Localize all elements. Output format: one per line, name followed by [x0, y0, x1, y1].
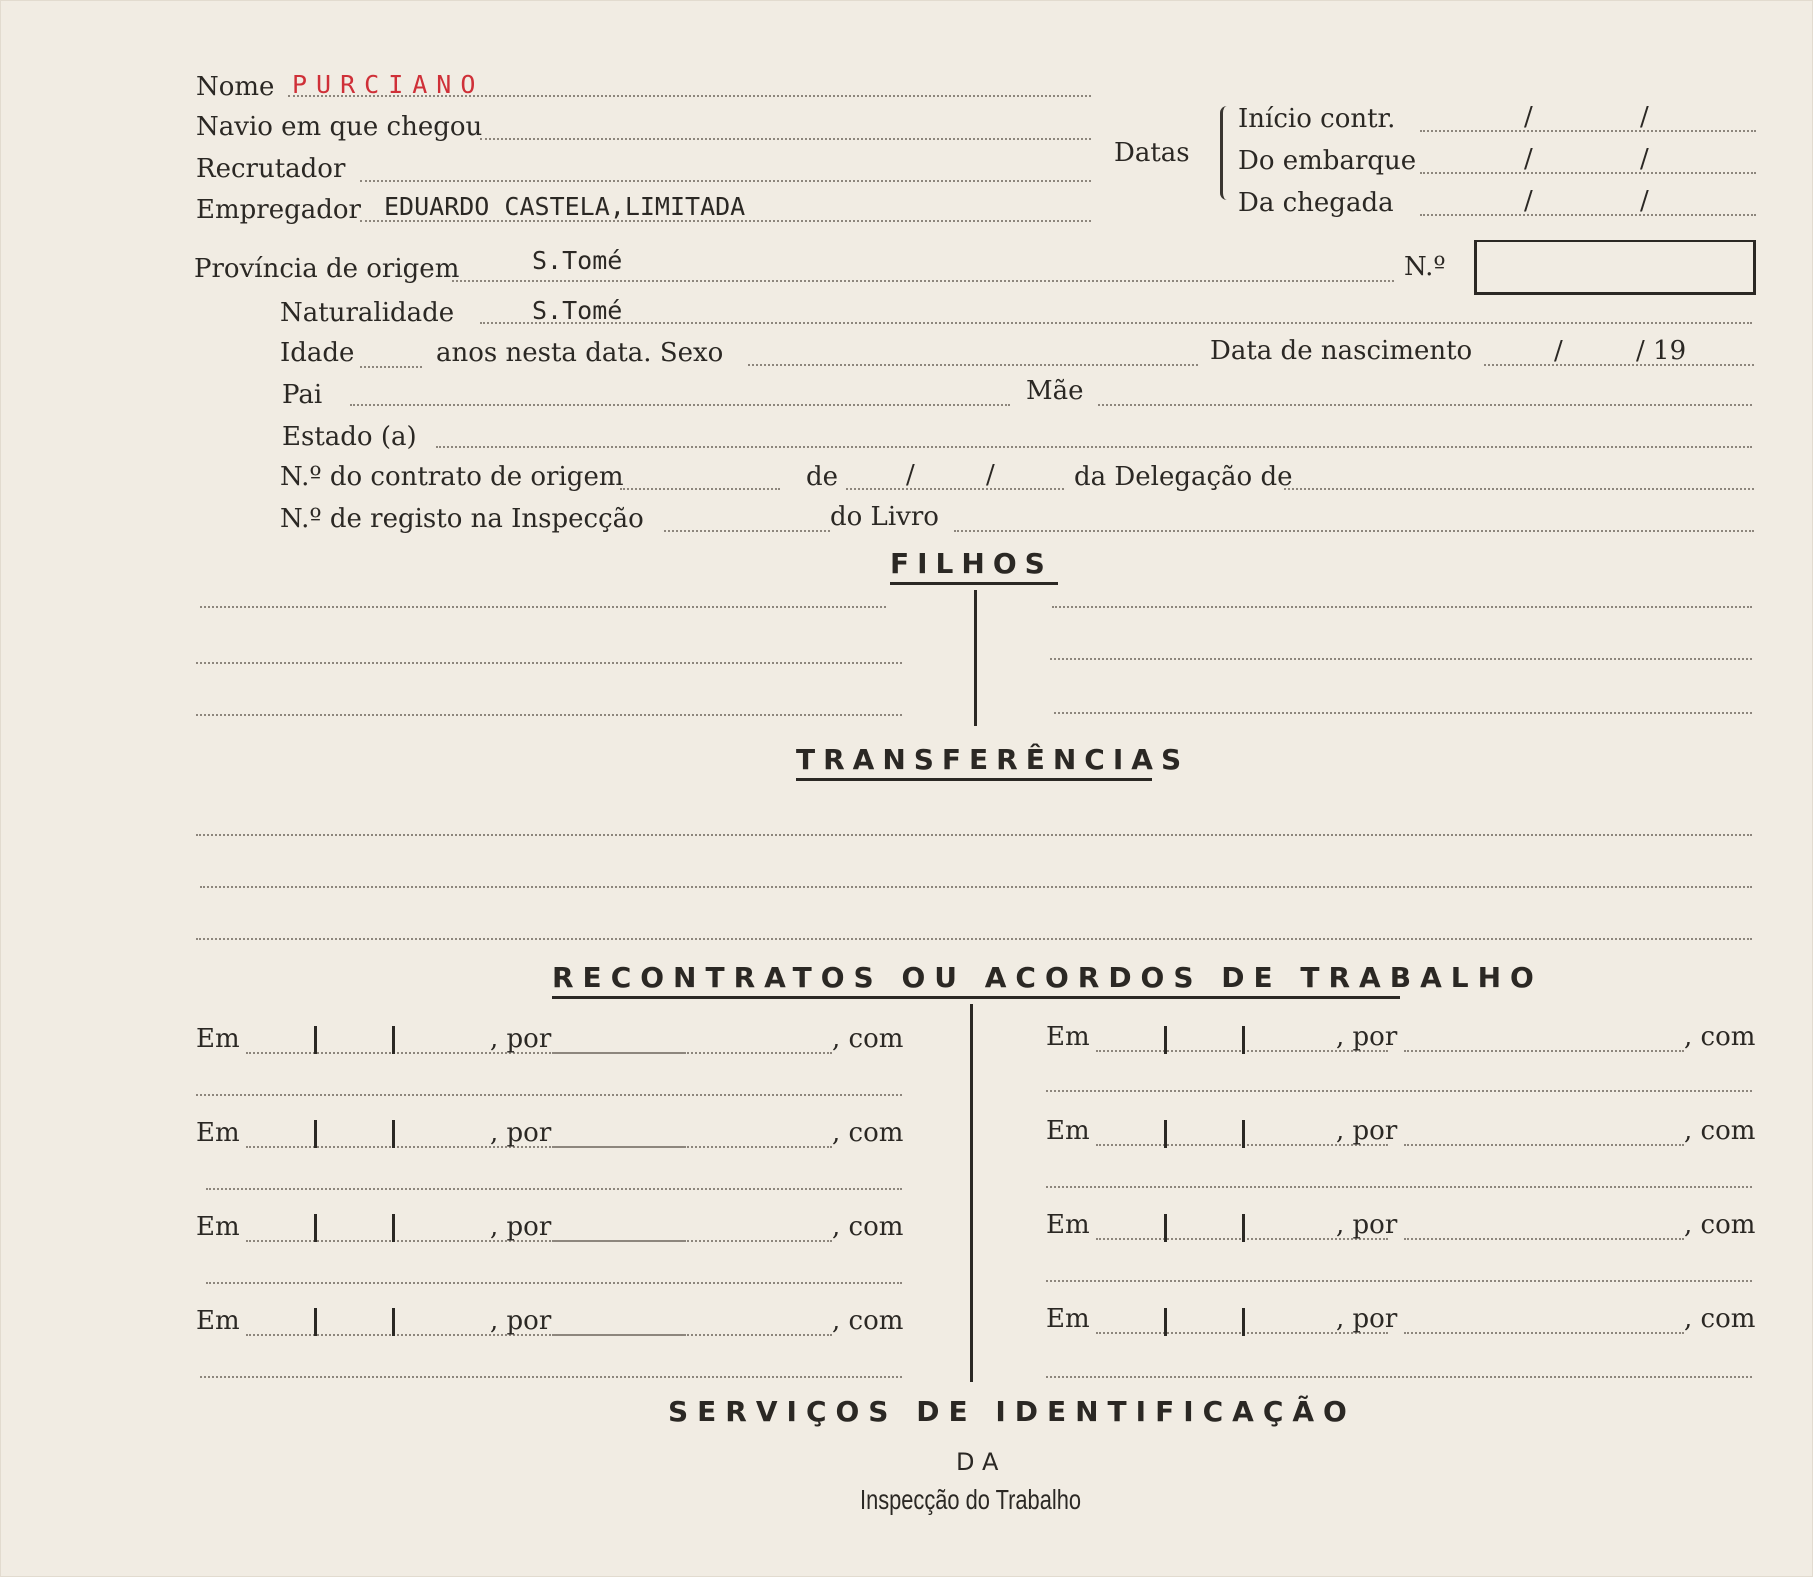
idade-label: Idade: [280, 338, 355, 368]
transferencia-line-2[interactable]: [200, 886, 1752, 888]
chegada-field[interactable]: [1420, 214, 1756, 216]
contrato-date-field[interactable]: [846, 488, 1064, 490]
filho-line-3a[interactable]: [196, 714, 902, 716]
com-label: , com: [1684, 1022, 1756, 1052]
recontratos-divider: [970, 1004, 973, 1382]
transferencia-line-3[interactable]: [196, 938, 1752, 940]
idade-field[interactable]: [360, 366, 422, 368]
em-label: Em: [196, 1306, 240, 1336]
por-label: , por: [1336, 1304, 1398, 1334]
date-bar: [1164, 1214, 1167, 1242]
contrato-label: N.º do contrato de origem: [280, 462, 624, 492]
nascimento-year: / 19: [1636, 336, 1687, 366]
com-field[interactable]: [196, 1094, 902, 1096]
nome-field[interactable]: [288, 95, 1091, 97]
recontrato-row-r2: [1046, 1116, 1756, 1196]
date-bar: [1242, 1308, 1245, 1336]
em-label: Em: [1046, 1116, 1090, 1146]
filho-line-2b[interactable]: [1050, 658, 1752, 660]
transferencia-line-1[interactable]: [196, 834, 1752, 836]
registo-field[interactable]: [664, 530, 830, 532]
datas-label: Datas: [1114, 138, 1190, 168]
pai-field[interactable]: [350, 404, 1010, 406]
nome-value: PURCIANO: [292, 70, 485, 99]
contrato-slash-2: /: [986, 460, 995, 490]
com-label: , com: [1684, 1304, 1756, 1334]
com-field[interactable]: [206, 1282, 902, 1284]
filhos-title: FILHOS: [890, 547, 1053, 580]
date-bar: [314, 1214, 317, 1242]
inicio-label: Início contr.: [1238, 104, 1396, 134]
em-label: Em: [1046, 1304, 1090, 1334]
por-field[interactable]: [1404, 1144, 1684, 1146]
em-label: Em: [196, 1118, 240, 1148]
por-label: , por: [1336, 1210, 1398, 1240]
empregador-field[interactable]: [360, 220, 1091, 222]
estado-label: Estado (a): [282, 422, 417, 452]
com-label: , com: [832, 1024, 904, 1054]
contrato-slash-1: /: [906, 460, 915, 490]
com-label: , com: [1684, 1116, 1756, 1146]
em-label: Em: [1046, 1022, 1090, 1052]
provincia-label: Província de origem: [194, 254, 460, 284]
navio-label: Navio em que chegou: [196, 112, 483, 142]
com-label: , com: [832, 1306, 904, 1336]
por-field[interactable]: [552, 1052, 832, 1054]
com-field[interactable]: [206, 1188, 902, 1190]
chegada-slash-2: /: [1640, 186, 1649, 216]
naturalidade-value: S.Tomé: [532, 296, 623, 325]
por-field[interactable]: [552, 1334, 832, 1336]
com-label: , com: [1684, 1210, 1756, 1240]
por-label: , por: [490, 1118, 552, 1148]
embarque-label: Do embarque: [1238, 146, 1417, 176]
recontrato-row-r1: [1046, 1022, 1756, 1102]
recontrato-row-l4: [196, 1306, 906, 1386]
estado-field[interactable]: [436, 446, 1752, 448]
recontratos-underline: [552, 996, 1400, 999]
embarque-slash-1: /: [1524, 144, 1533, 174]
naturalidade-field[interactable]: [480, 322, 1752, 324]
provincia-field[interactable]: [452, 280, 1394, 282]
empregador-value: EDUARDO CASTELA,LIMITADA: [384, 192, 746, 221]
por-field[interactable]: [1404, 1332, 1684, 1334]
por-label: , por: [1336, 1116, 1398, 1146]
filho-line-1b[interactable]: [1052, 606, 1752, 608]
filho-line-3b[interactable]: [1054, 712, 1752, 714]
por-label: , por: [490, 1024, 552, 1054]
por-field[interactable]: [1404, 1238, 1684, 1240]
filhos-divider: [974, 590, 977, 726]
transferencias-underline: [796, 778, 1152, 781]
delegacao-label: da Delegação de: [1074, 462, 1293, 492]
em-label: Em: [196, 1024, 240, 1054]
date-bar: [314, 1308, 317, 1336]
transferencias-title: TRANSFERÊNCIAS: [796, 743, 1190, 776]
datas-brace: [1220, 106, 1227, 200]
recontratos-title: RECONTRATOS OU ACORDOS DE TRABALHO: [552, 961, 1543, 994]
numero-box[interactable]: [1474, 240, 1756, 295]
provincia-value: S.Tomé: [532, 246, 623, 275]
com-field[interactable]: [1046, 1376, 1752, 1378]
filho-line-2a[interactable]: [196, 662, 902, 664]
com-field[interactable]: [200, 1376, 902, 1378]
recontrato-row-r4: [1046, 1304, 1756, 1384]
por-label: , por: [490, 1306, 552, 1336]
recontrato-row-l1: [196, 1024, 906, 1104]
recrutador-field[interactable]: [360, 180, 1091, 182]
date-bar: [1164, 1308, 1167, 1336]
delegacao-field[interactable]: [1284, 488, 1754, 490]
date-bar: [1242, 1214, 1245, 1242]
chegada-slash-1: /: [1524, 186, 1533, 216]
por-label: , por: [490, 1212, 552, 1242]
anos-sexo-label: anos nesta data. Sexo: [436, 338, 724, 368]
contrato-field[interactable]: [620, 488, 780, 490]
date-bar: [1164, 1026, 1167, 1054]
numero-label: N.º: [1404, 252, 1446, 282]
nascimento-label: Data de nascimento: [1210, 336, 1473, 366]
date-bar: [392, 1026, 395, 1054]
recrutador-label: Recrutador: [196, 154, 346, 184]
embarque-slash-2: /: [1640, 144, 1649, 174]
com-label: , com: [832, 1212, 904, 1242]
com-field[interactable]: [1046, 1280, 1752, 1282]
inicio-slash-2: /: [1640, 102, 1649, 132]
date-bar: [1242, 1120, 1245, 1148]
navio-field[interactable]: [480, 138, 1091, 140]
mae-label: Mãe: [1026, 376, 1084, 406]
recontrato-row-l2: [196, 1118, 906, 1198]
chegada-label: Da chegada: [1238, 188, 1394, 218]
livro-label: do Livro: [830, 502, 939, 532]
embarque-field[interactable]: [1420, 172, 1756, 174]
recontrato-row-r3: [1046, 1210, 1756, 1290]
footer-inspeccao: Inspecção do Trabalho: [860, 1484, 1081, 1515]
por-field[interactable]: [552, 1240, 832, 1242]
registo-label: N.º de registo na Inspecção: [280, 504, 644, 534]
naturalidade-label: Naturalidade: [280, 298, 455, 328]
date-bar: [1242, 1026, 1245, 1054]
inicio-field[interactable]: [1420, 130, 1756, 132]
date-bar: [392, 1214, 395, 1242]
date-bar: [392, 1120, 395, 1148]
pai-label: Pai: [282, 380, 323, 410]
em-label: Em: [1046, 1210, 1090, 1240]
recontrato-row-l3: [196, 1212, 906, 1292]
contrato-de-label: de: [806, 462, 839, 492]
date-bar: [314, 1120, 317, 1148]
date-bar: [392, 1308, 395, 1336]
sexo-field[interactable]: [748, 364, 1198, 366]
em-label: Em: [196, 1212, 240, 1242]
filho-line-1a[interactable]: [200, 606, 886, 608]
mae-field[interactable]: [1098, 404, 1752, 406]
por-field[interactable]: [1404, 1050, 1684, 1052]
date-bar: [314, 1026, 317, 1054]
por-label: , por: [1336, 1022, 1398, 1052]
nome-label: Nome: [196, 72, 275, 102]
nascimento-slash: /: [1554, 336, 1563, 366]
filhos-underline: [890, 582, 1058, 585]
com-field[interactable]: [1046, 1090, 1752, 1092]
com-field[interactable]: [1046, 1186, 1752, 1188]
footer-title: SERVIÇOS DE IDENTIFICAÇÃO: [668, 1395, 1356, 1428]
com-label: , com: [832, 1118, 904, 1148]
por-field[interactable]: [552, 1146, 832, 1148]
inicio-slash-1: /: [1524, 102, 1533, 132]
footer-da: DA: [956, 1448, 1007, 1476]
date-bar: [1164, 1120, 1167, 1148]
nascimento-field[interactable]: [1484, 364, 1754, 366]
livro-field[interactable]: [954, 530, 1754, 532]
empregador-label: Empregador: [196, 195, 361, 225]
